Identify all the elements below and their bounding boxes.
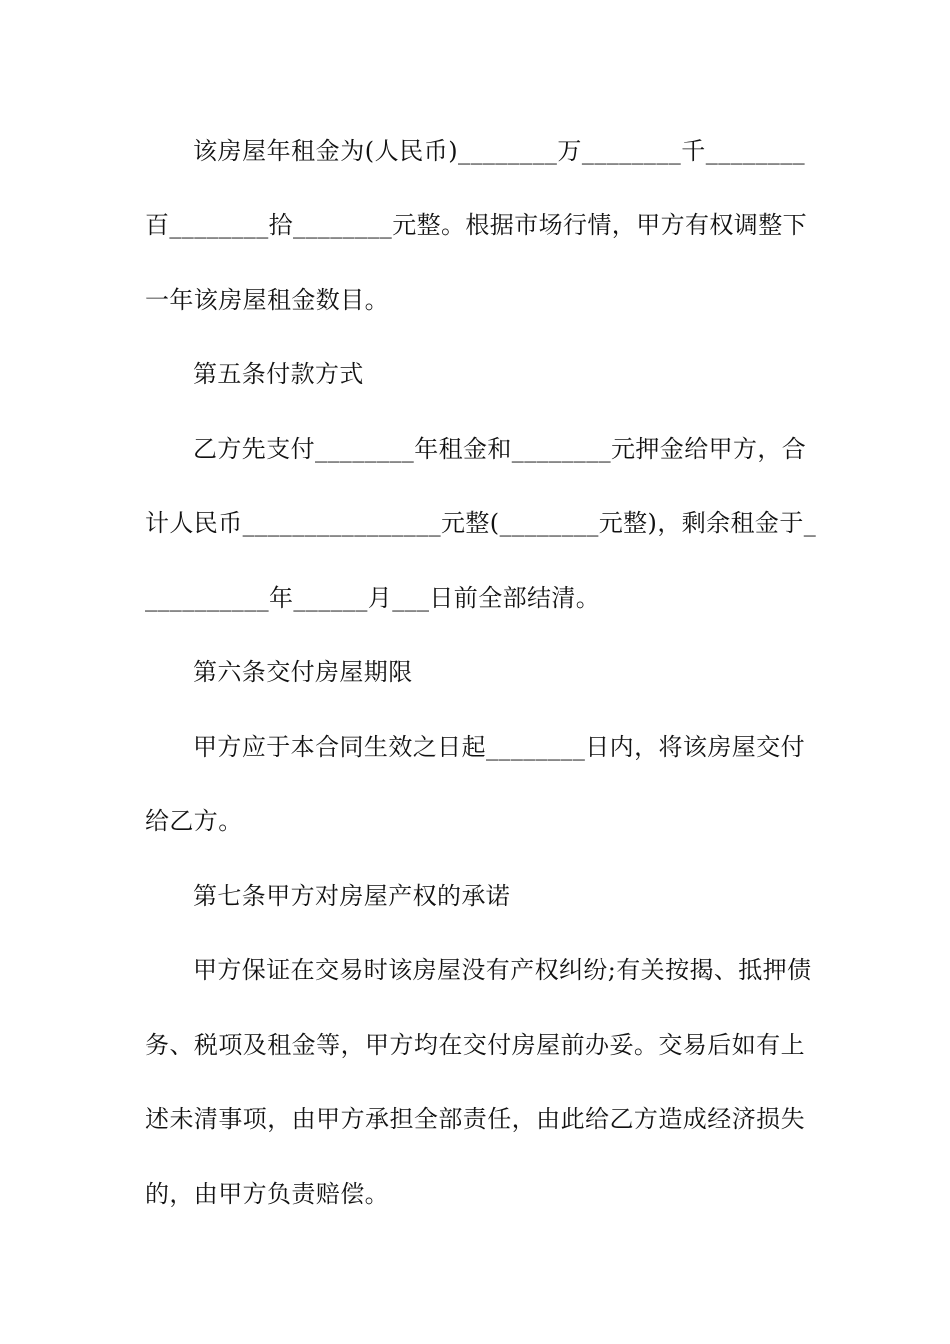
payment-line-1: 乙方先支付________年租金和________元押金给甲方，合 — [193, 435, 807, 463]
article-5-heading: 第五条付款方式 — [193, 360, 364, 388]
article-6-heading: 第六条交付房屋期限 — [193, 658, 413, 686]
payment-line-2: 计人民币________________元整(________元整)，剩余租金于_ — [145, 509, 817, 537]
rent-amount-line-2: 百________拾________元整。根据市场行情，甲方有权调整下 — [145, 211, 807, 239]
delivery-line-1: 甲方应于本合同生效之日起________日内，将该房屋交付 — [193, 733, 805, 761]
rent-amount-line-3: 一年该房屋租金数目。 — [145, 286, 389, 314]
article-7-heading: 第七条甲方对房屋产权的承诺 — [193, 882, 511, 910]
ownership-line-1: 甲方保证在交易时该房屋没有产权纠纷;有关按揭、抵押债 — [193, 956, 812, 984]
ownership-line-3: 述未清事项，由甲方承担全部责任，由此给乙方造成经济损失 — [145, 1105, 805, 1133]
payment-line-3: __________年______月___日前全部结清。 — [145, 584, 601, 612]
rent-amount-line-1: 该房屋年租金为(人民币)________万________千________ — [193, 137, 805, 165]
ownership-line-4: 的，由甲方负责赔偿。 — [145, 1180, 389, 1208]
ownership-line-2: 务、税项及租金等，甲方均在交付房屋前办妥。交易后如有上 — [145, 1031, 805, 1059]
delivery-line-2: 给乙方。 — [145, 807, 243, 835]
